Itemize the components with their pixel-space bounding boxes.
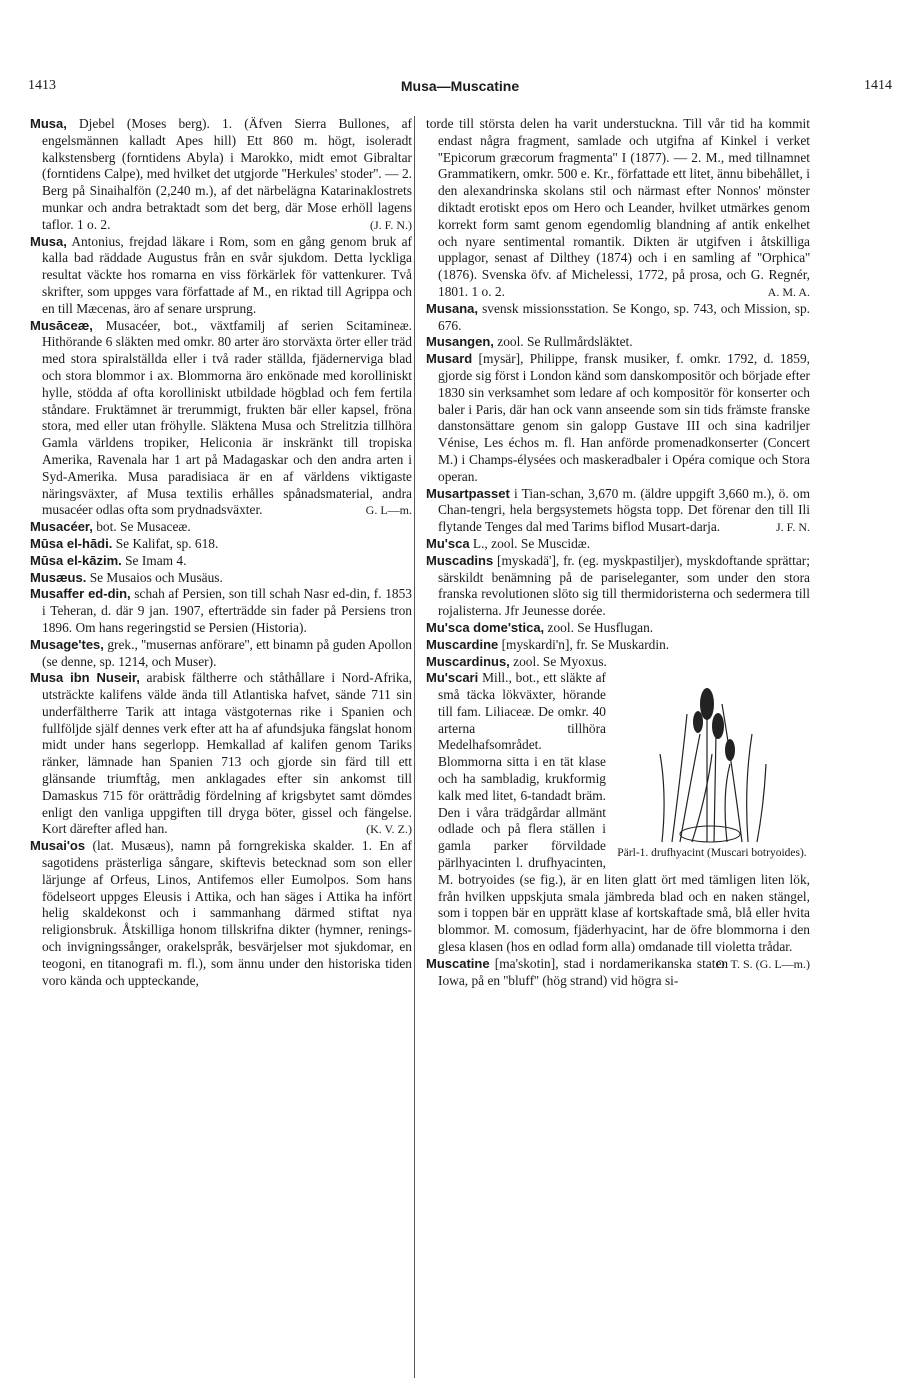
- entry-text: [myskardi'n], fr. Se Muskardin.: [498, 636, 670, 652]
- dictionary-entry: [30, 553, 412, 570]
- page-number-right: 1414: [864, 78, 892, 93]
- entry-text: Djebel (Moses berg). 1. (Äfven Sierra Bullones, af engelsmännen kalladt Apes hill) Ett 860 m. högt, isoleradt kalkstensberg (forntidens Abyla) i Marokko, midt emot Gibraltar (forntidens Calpe), med hvilket det utgjorde ''Herkules' stoder''. — 2. Berg på Sinaihalfön (2,240 m.), af det närbelägna Katarinaklostrets munkar och andra betraktadt som det berg, där Mose erhöll lagens taflor. 1 o. 2.: [42, 116, 412, 232]
- dictionary-entry: [30, 519, 412, 536]
- entry-text: Mill., bot., ett släkte af små täcka lökväxter, hörande till fam. Liliaceæ. De omkr. 40 arterna tillhöra Medelhafsområdet. Blommorna sitta i en tät klase och ha sambladig, krukformig kalk med litet, 6-tandadt bräm. Den i våra trädgårdar allmänt odlade och på flera ställen i gamla parker förvildade pärlhyacinten l. drufhyacinten, M. botryoides (se fig.), är en liten glatt ört med tämligen liten lök, från hvilken uppskjuta smala jämbreda blad och en naken stängel, som i toppen bär en upprätt klase af kortskaftade små, blå eller hvita blommor. M. comosum, fjäderhyacint, har de öfre blommorna i den glesa klasen (hos en odlad form alla) omdanade till violetta trådar.: [438, 670, 810, 955]
- dictionary-entry: [426, 116, 810, 301]
- author-signature: J. F. N.: [775, 520, 810, 535]
- dictionary-entry: [30, 116, 412, 234]
- entry-text: svensk missionsstation. Se Kongo, sp. 743, och Mission, sp. 676.: [438, 300, 810, 333]
- dictionary-entry: [426, 486, 810, 536]
- headword: Musa,: [30, 233, 67, 249]
- entry-text: [ma'skotin], stad i nordamerikanska staten Iowa, på en ''bluff'' (hög strand) vid högra si-: [438, 955, 729, 988]
- entry-text: L., zool. Se Muscidæ.: [469, 535, 591, 551]
- entry-text: (lat. Musæus), namn på forngrekiska skalder. 1. En af sagotidens prästerliga sångare, skiftevis betecknad som son eller lärjunge af Orfeus, Linos, Antifemos eller Eumolpos. Som hans födelseort uppges Eleusis i Attika, och han säges i Attika ha infört helig skaldekonst och i sammanhang därmed stiftat nya religionsbruk. Åtskilliga honom tillskrifna dikter (hymner, renings- och invigningssånger, orakelspråk, besvärjelser mot sjukdomar, en teogoni, en titanografi m. fl.), som ännu under den historiska tiden voro kända och uppteckande,: [42, 838, 412, 988]
- dictionary-entry: [30, 586, 412, 636]
- author-signature: O. T. S. (G. L—m.): [716, 956, 810, 971]
- headword: Musangen,: [426, 334, 494, 350]
- entry-text: zool. Se Husflugan.: [544, 619, 654, 635]
- dictionary-entry: [426, 301, 810, 335]
- column-divider: [414, 116, 415, 1378]
- dictionary-entry: [30, 234, 412, 318]
- entry-text: arabisk fältherre och ståthållare i Nord-Afrika, utsträckte kalifens välde ända till Atlantiska hafvet, sände 711 sin underfältherre Tarik att intaga västgoternas rike i Spanien och fullföljde själf dennes verk efter att ha af afundsjuka fängslat honom midt under hans segerlopp. Hemkallad af kalifen genom Tariks ränker, lämnade han Spanien 713 och gjorde sin färd till ett glänsande triumftåg, men anklagades efter sin ankomst till Damaskus 715 för orättrådig fördelning af krigsbytet samt dömdes enligt den vanliga uppgiften till dryga böter, gissel och fängelse. Kort därefter afled han.: [42, 670, 412, 837]
- left-column: [30, 116, 412, 989]
- dictionary-entry: [426, 351, 810, 485]
- entry-text: Antonius, frejdad läkare i Rom, som en gång genom bruk af kalla bad räddade Augustus från en svår sjukdom. Detta lyckliga resultat väckte hos romarna en viss förkärlek för vattenkurer. Två skrifter, som uppges vara författade af M., en riktad till Agrippa och en till Mæcenas, äro af senare ursprung.: [42, 233, 412, 316]
- headword: Mūsa el-hādi.: [30, 535, 113, 551]
- figure-caption: Pärl-1. drufhyacint (Muscari botryoides).: [617, 847, 807, 860]
- headword: Musæus.: [30, 569, 87, 585]
- headword: Musana,: [426, 300, 479, 316]
- entry-text: Se Kalifat, sp. 618.: [112, 535, 219, 551]
- dictionary-entry: [426, 637, 810, 654]
- headword: Musa,: [30, 116, 67, 131]
- headword: Musāceæ,: [30, 317, 93, 333]
- dictionary-entry: [426, 654, 810, 671]
- entry-text: Se Imam 4.: [121, 552, 187, 568]
- headword: Musacéer,: [30, 519, 93, 535]
- author-signature: A. M. A.: [767, 284, 810, 299]
- entry-text: Musacéer, bot., växtfamilj af serien Scitamineæ. Hithörande 6 släkten med omkr. 80 arter äro storväxta örter eller träd med stora spiralställda eller i två rader ställda, fjädernerviga blad och stora blommor i ax. Blommorna äro enkönade med korolliniskt hylle, stödda af ofta korolliniskt utbildade högblad och fem fertila ståndare. Fruktämnet är trerummigt, frukten bär eller kapsel, fröna stora, med eller utan fröhylle. Släktena Musa och Strelitzia tillhöra Gamla världens tropiker, Heliconia är inskränkt till tropiska Amerika, Ravenala har 1 art på Madagaskar och den andra arten i Syd-Amerika. Musa paradisiaca är en af världens viktigaste näringsväxter, af Musa textilis erhålles spånadsmaterial, andra musacéer odlas ofta som prydnadsväxter.: [42, 317, 412, 518]
- headword: Musage'tes,: [30, 636, 104, 652]
- right-column: [426, 116, 810, 989]
- entry-text: [myskadä'], fr. (eg. myskpastiljer), myskdoftande sprättar; särskildt benämning på de pariseleganter, som under den stora franska revolutionen slöto sig till thermidoristerna och sedermera till rojalisterna. Jfr Jeunesse dorée.: [438, 552, 810, 619]
- headword: Mūsa el-kāzim.: [30, 552, 122, 568]
- headword: Mu'scari: [426, 670, 479, 686]
- entry-text: zool. Se Myoxus.: [509, 653, 607, 669]
- dictionary-entry: [426, 536, 810, 553]
- entry-text: torde till största delen ha varit understuckna. Till vår tid ha kommit endast några fragment, samlade och utgifna af Kinkel i verket ''Epicorum græcorum fragmenta'' I (1877). — 2. M., med tillnamnet Grammatikern, omkr. 500 e. Kr., författade ett litet, ännu bibehållet, i den alexandrinska skolans stil och närmast efter Nonnos' mönster diktadt erotiskt epos om Hero och Leander, hvilket utmärkes genom korrekt form samt genom egendomlig blandning af antik enkelhet och nyare sentimental romantik. Dikten är utgifven i åtskilliga upplagor, senast af Dilthey (1874) och i en samling af ''Orphica'' (1876). Svenska öfv. af Michelessi, 1772, på prosa, och G. Regnér, 1801. 1 o. 2.: [426, 116, 810, 299]
- entry-text: schah af Persien, son till schah Nasr ed-din, f. 1853 i Teheran, d. där 9 jan. 1907, efterträdde sin fader på Persiens tron 1896. Om hans regeringstid se Persien (Historia).: [42, 586, 412, 635]
- running-title: Musa—Muscatine: [400, 78, 520, 94]
- dictionary-entry: [30, 570, 412, 587]
- entry-text: [mysär], Philippe, fransk musiker, f. omkr. 1792, d. 1859, gjorde sig först i London känd som danskompositör och började efter 1830 sin verksamhet som ledare af och kompositör för konserter och baler i Paris, där han ock vann anseende som sin tids främste franske danstonsättare genom sin galopp Gustave III och sina kadriljer Vénise, Les échos m. fl. Han anförde promenadkonserter (Concert M.) i Champs-élysées och maskeradbaler i Opéra comique och Stora operan.: [438, 351, 810, 484]
- headword: Musa ibn Nuseir,: [30, 670, 140, 686]
- headword: Muscatine: [426, 955, 490, 971]
- page-number-left: 1413: [28, 78, 56, 93]
- dictionary-entry: [30, 670, 412, 838]
- dictionary-entry: [30, 637, 412, 671]
- author-signature: (J. F. N.): [369, 217, 412, 232]
- dictionary-entry: [426, 553, 810, 620]
- headword: Muscadins: [426, 552, 494, 568]
- figure-muscari: [614, 674, 810, 861]
- grape-hyacinth-illustration: [652, 674, 772, 844]
- author-signature: (K. V. Z.): [366, 822, 412, 837]
- headword: Muscardinus,: [426, 653, 510, 669]
- dictionary-entry: [30, 318, 412, 520]
- headword: Mu'sca dome'stica,: [426, 619, 545, 635]
- page-header: [28, 78, 892, 98]
- headword: Musartpasset: [426, 485, 510, 501]
- headword: Mu'sca: [426, 535, 470, 551]
- headword: Muscardine: [426, 636, 499, 652]
- author-signature: G. L—m.: [365, 503, 412, 518]
- dictionary-entry: [426, 620, 810, 637]
- headword: Musaffer ed-din,: [30, 586, 131, 602]
- headword: Musard: [426, 351, 473, 367]
- entry-text: i Tian-schan, 3,670 m. (äldre uppgift 3,660 m.), ö. om Chan-tengri, hela bergsystemets högsta topp. Det förenar den till Ili flytande Tenges dal med Tarims biflod Musart-darja.: [438, 485, 810, 535]
- dictionary-entry: [426, 334, 810, 351]
- entry-text: grek., ''musernas anförare'', ett binamn på guden Apollon (se denne, sp. 1214, och Muser).: [42, 636, 412, 669]
- entry-text: zool. Se Rullmårdsläktet.: [493, 334, 633, 350]
- dictionary-entry: [30, 838, 412, 989]
- entry-text: bot. Se Musaceæ.: [92, 519, 191, 535]
- dictionary-entry: [30, 536, 412, 553]
- headword: Musai'os: [30, 838, 86, 854]
- entry-text: Se Musaios och Musäus.: [86, 569, 223, 585]
